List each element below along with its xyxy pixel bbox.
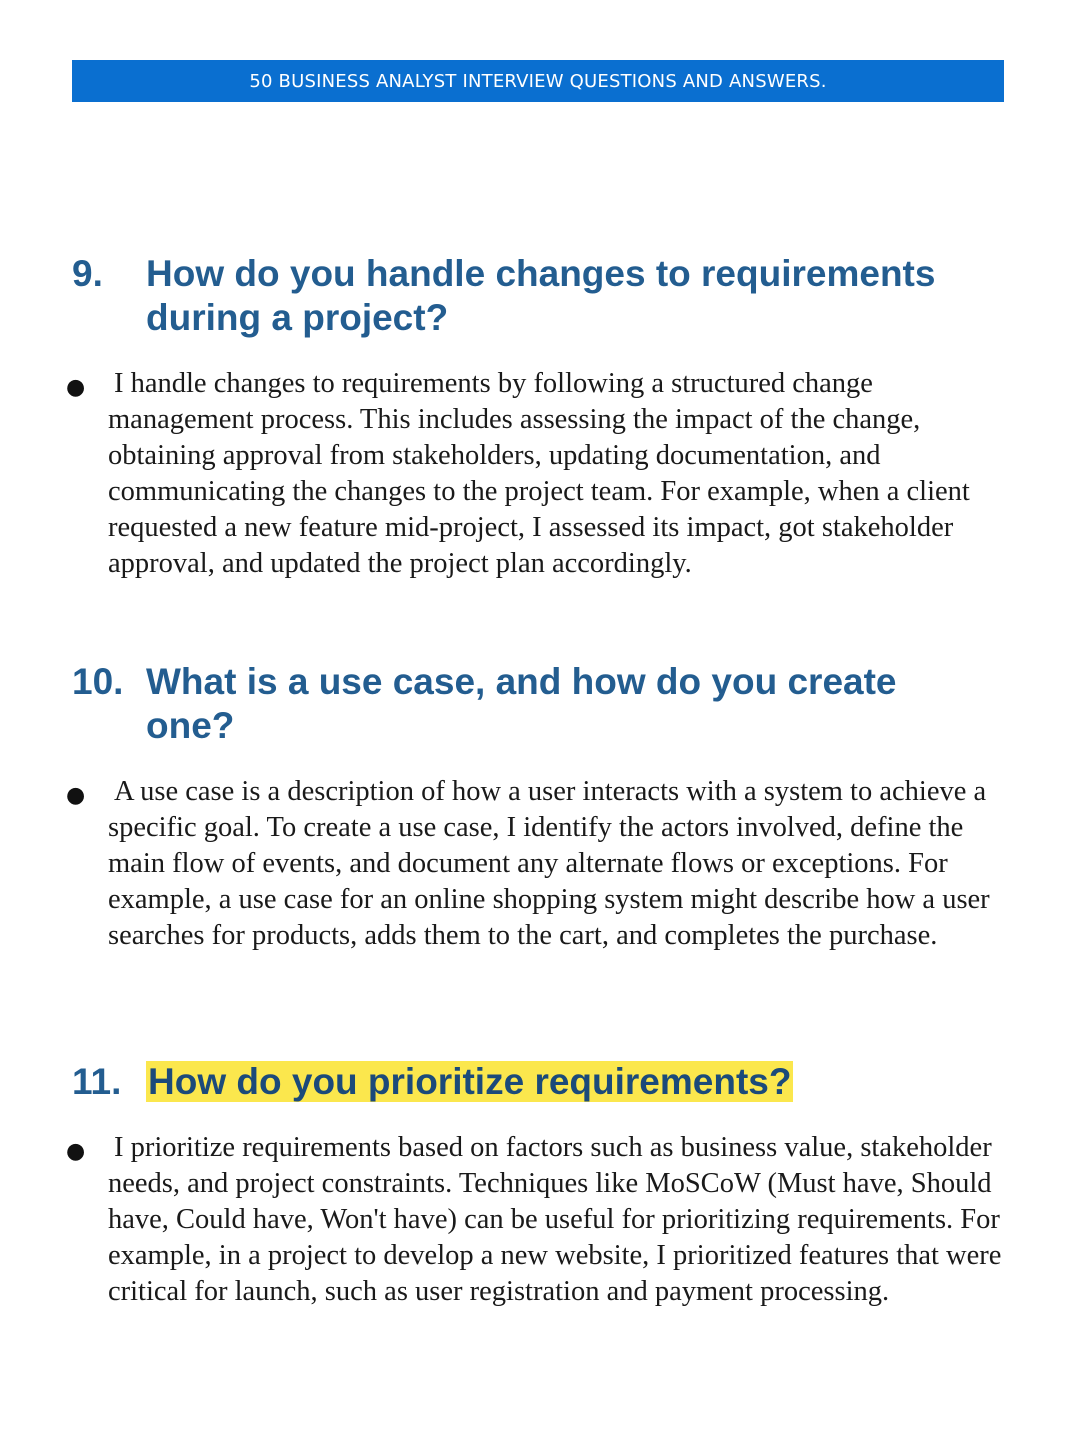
- highlighted-question-title: How do you prioritize requirements?: [148, 1061, 792, 1102]
- bullet-icon: ●: [66, 375, 86, 400]
- question-title: How do you handle changes to requirements during a project?: [146, 253, 936, 338]
- document-header-banner: [72, 60, 1004, 102]
- bullet-icon: ●: [66, 783, 86, 808]
- answer-text: A use case is a description of how a user interacts with a system to achieve a specific goal. To create a use case, I identify the actors involved, define the main flow of events, and document any alternate flows or exceptions. For example, a use case for an online shopping system might describe how a user searches for products, adds them to the cart, and completes the purchase.: [108, 776, 990, 951]
- answer-text: I prioritize requirements based on factors such as business value, stakeholder needs, and project constraints. Techniques like MoSCoW (Must have, Should have, Could have, Won't have) can be useful for prioritizing requirements. For example, in a project to develop a new website, I prioritized features that were critical for launch, such as user registration and payment processing.: [108, 1132, 1002, 1307]
- question-number: 9.: [72, 253, 103, 294]
- question-number: 11.: [72, 1061, 122, 1102]
- question-title: [146, 1060, 1026, 1104]
- bullet-icon: ●: [66, 1139, 86, 1164]
- question-number: 10.: [72, 661, 124, 702]
- question-title: What is a use case, and how do you create one?: [146, 661, 897, 746]
- answer-text: I handle changes to requirements by following a structured change management process. This includes assessing the impact of the change, obtaining approval from stakeholders, updating documentation, and communicating the changes to the project team. For example, when a client requested a new feature mid-project, I assessed its impact, got stakeholder approval, and updated the project plan accordingly.: [108, 368, 970, 579]
- document-header-title: 50 BUSINESS ANALYST INTERVIEW QUESTIONS AND ANSWERS.: [249, 70, 827, 92]
